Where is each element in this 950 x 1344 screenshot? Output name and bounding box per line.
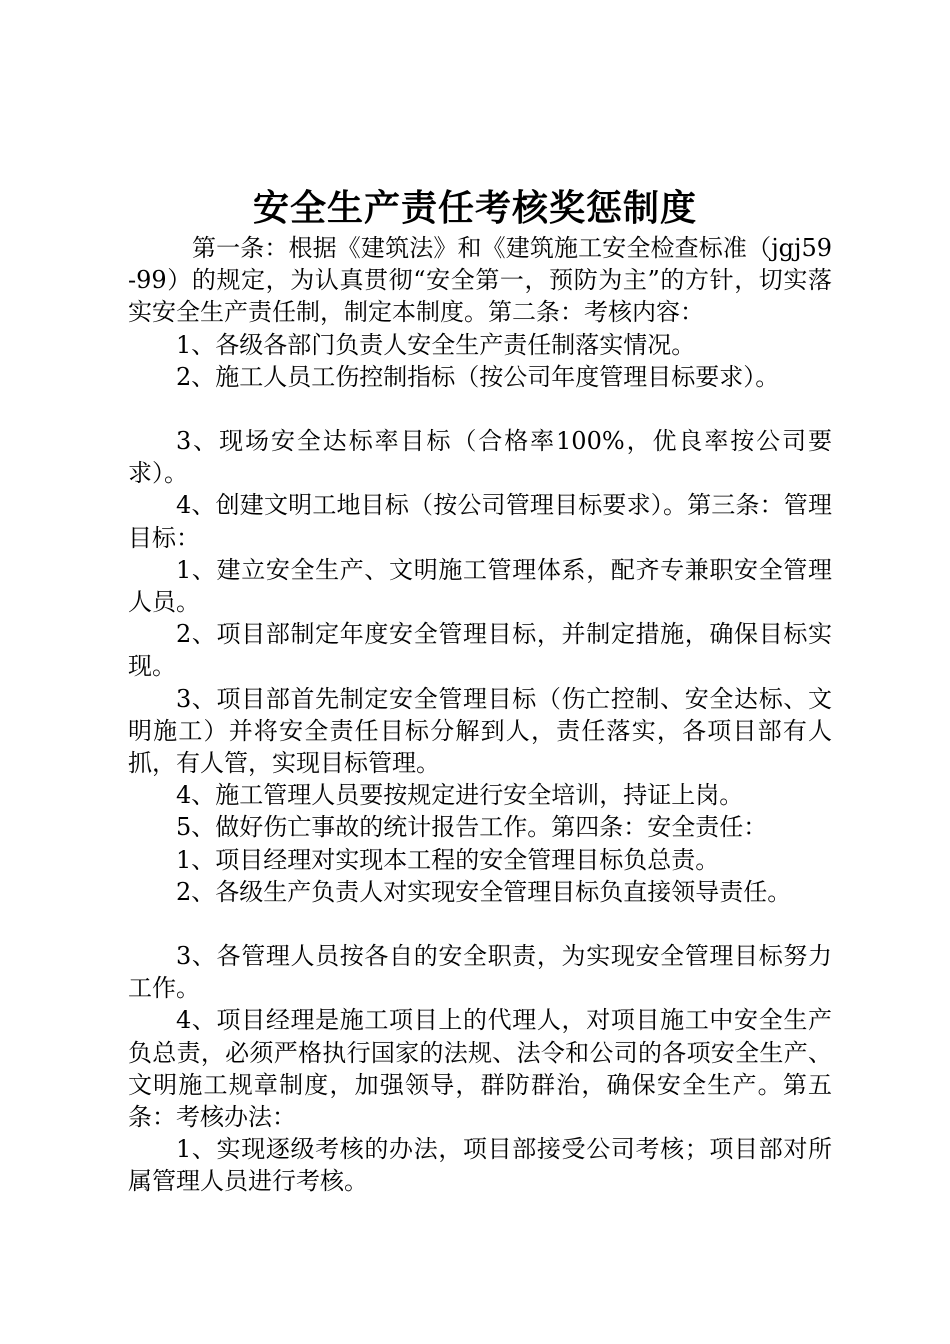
paragraph-item: 4、创建文明工地目标（按公司管理目标要求）。第三条：管理目标： [128,491,832,552]
paragraph-item: 2、项目部制定年度安全管理目标，并制定措施，确保目标实现。 [128,620,832,681]
paragraph-item: 1、各级各部门负责人安全生产责任制落实情况。 [176,330,696,359]
paragraph-item: 4、项目经理是施工项目上的代理人，对项目施工中安全生产负总责，必须严格执行国家的法规、法令和公司的各项安全生产、文明施工规章制度，加强领导，群防群治，确保安全生产。第五条：考核办法： [128,1006,832,1132]
document-body [128,232,832,1198]
paragraph-item: 3、项目部首先制定安全管理目标（伤亡控制、安全达标、文明施工）并将安全责任目标分解到人，责任落实，各项目部有人抓，有人管，实现目标管理。 [128,684,832,778]
paragraph-item: 4、施工管理人员要按规定进行安全培训，持证上岗。 [176,781,744,810]
paragraph-item: 1、项目经理对实现本工程的安全管理目标负总责。 [176,845,720,874]
paragraph-item: 2、各级生产负责人对实现安全管理目标负直接领导责任。 [176,877,792,906]
paragraph-item: 1、建立安全生产、文明施工管理体系，配齐专兼职安全管理人员。 [128,555,832,617]
paragraph-item: 3、各管理人员按各自的安全职责，为实现安全管理目标努力工作。 [128,942,832,1003]
paragraph-article-1: 第一条：根据《建筑法》和《建筑施工安全检查标准（jgj59-99）的规定，为认真贯彻“安全第一，预防为主”的方针，切实落实安全生产责任制，制定本制度。第二条：考核内容： [128,234,832,327]
document-title: 安全生产责任考核奖惩制度 [252,188,697,229]
paragraph-item: 1、实现逐级考核的办法，项目部接受公司考核；项目部对所属管理人员进行考核。 [128,1135,832,1196]
paragraph-item: 3、现场安全达标率目标（合格率100%，优良率按公司要求）。 [128,427,832,488]
paragraph-item: 5、做好伤亡事故的统计报告工作。第四条：安全责任： [176,813,768,842]
paragraph-item: 2、施工人员工伤控制指标（按公司年度管理目标要求）。 [176,362,780,391]
